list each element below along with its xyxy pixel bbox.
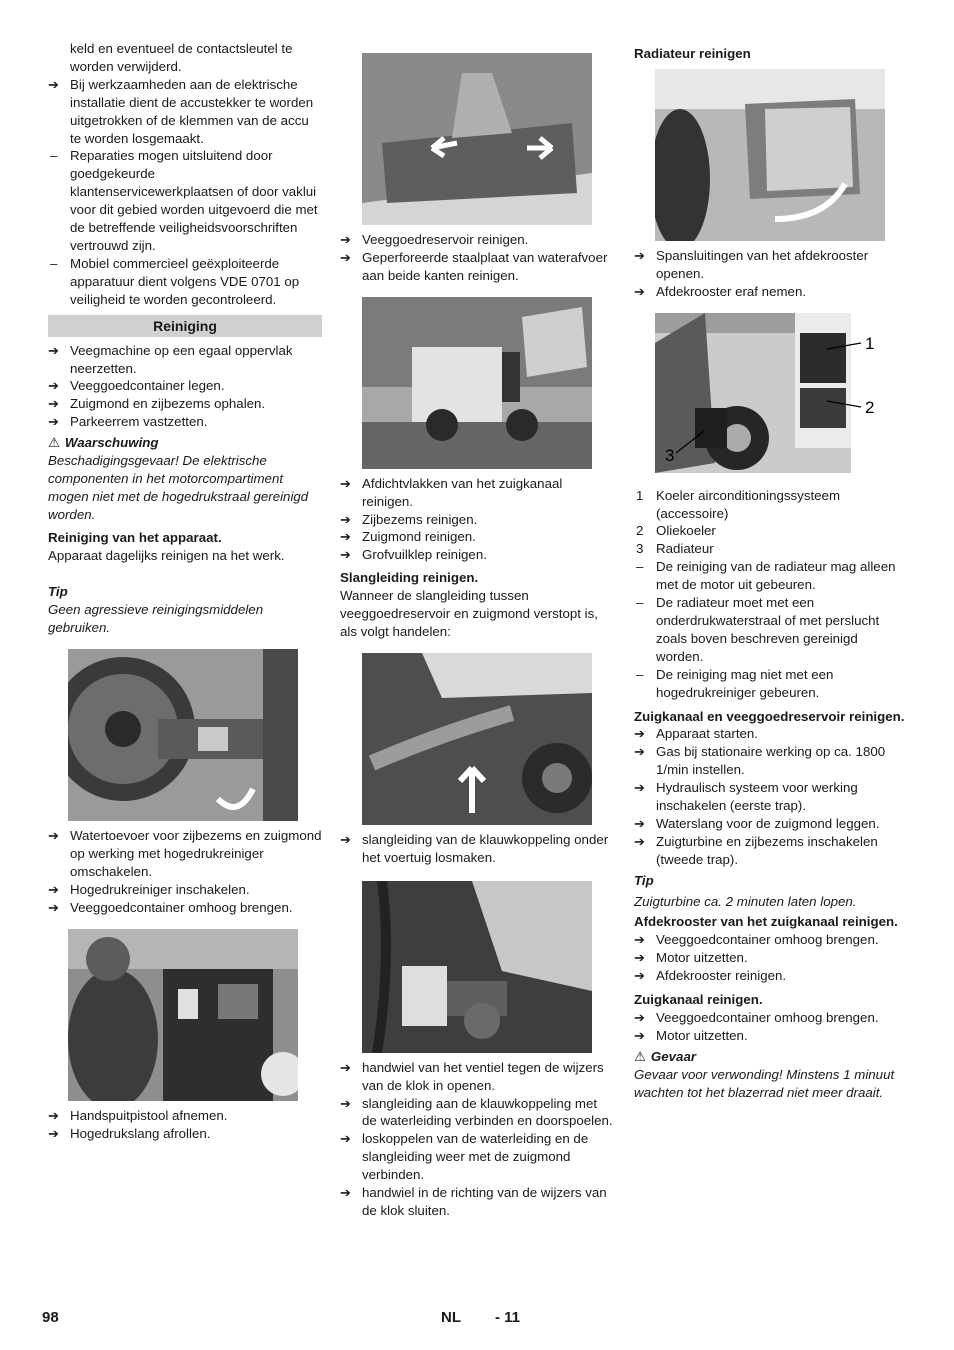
list-item: ➔ Zuigmond en zijbezems ophalen. [48,396,266,412]
arrow-icon: ➔ [634,950,645,966]
warning-icon: ⚠ [48,435,60,451]
warning-text: Beschadigingsgevaar! De elektrische componenten in het motorcompartiment mogen niet met de hogedrukstraal gereinigd worden. [48,453,309,522]
list-item: ➔ Zuigturbine en zijbezems inschakelen (tweede trap). [634,833,878,867]
legend-item: 1 Koeler airconditioningssysteem (accessoire) [636,487,841,521]
arrow-icon: ➔ [634,968,645,984]
arrow-icon: ➔ [340,1059,351,1075]
arrow-icon: ➔ [634,1027,645,1043]
arrow-icon: ➔ [634,815,645,831]
arrow-icon: ➔ [340,1185,351,1201]
warning-icon: ⚠ [634,1048,646,1064]
list-item: ➔ Afdichtvlakken van het zuigkanaal reinigen. [340,475,563,509]
arrow-icon: ➔ [340,529,351,545]
section-heading: Zuigkanaal reinigen. [634,992,763,1008]
arrow-icon: ➔ [48,881,59,897]
list-item: ➔ Motor uitzetten. [634,1027,748,1043]
legend-item: 3 Radiateur [636,541,714,557]
list-item: ➔ Afdekrooster eraf nemen. [634,283,807,299]
arrow-icon: ➔ [634,247,645,263]
photo-hose-reel [68,649,298,821]
list-item: ➔ Hogedrukslang afrollen. [48,1125,211,1141]
photo-hose-coupling [362,653,592,825]
danger-heading: ⚠ Gevaar [634,1048,697,1064]
list-item: ➔ Veegmachine op een egaal oppervlak neerzetten. [48,342,293,376]
column-left [48,40,322,1143]
list-item: ➔ Gas bij stationaire werking op ca. 1800 1/min instellen. [634,744,886,778]
column-middle [340,40,614,1220]
list-item: ➔ handwiel in de richting van de wijzers van de klok sluiten. [340,1185,607,1218]
list-item: ➔ Hogedrukreiniger inschakelen. [48,881,250,897]
list-item: ➔ Zuigmond reinigen. [340,529,476,545]
arrow-icon: ➔ [48,1125,59,1141]
list-item: ➔ Apparaat starten. [634,726,759,742]
section-banner: Reiniging [48,315,322,337]
list-item: ➔ Geperforeerde staalplaat van waterafvoer aan beide kanten reinigen. [340,249,608,283]
arrow-icon: ➔ [634,932,645,948]
section-page-number: - 11 [495,1309,521,1326]
page-number: 98 [42,1309,59,1326]
arrow-icon: ➔ [48,414,59,430]
arrow-icon: ➔ [48,396,59,412]
tip-text: Zuigturbine ca. 2 minuten laten lopen. [634,893,857,909]
list-item: ➔ handwiel van het ventiel tegen de wijzers van de klok in openen. [340,1059,604,1093]
section-heading: Reiniging van het apparaat. [48,529,222,545]
photo-mechanic [68,929,298,1101]
list-item: ➔ Watertoevoer voor zijbezems en zuigmond op werking met hogedrukreiniger omschakelen. [48,828,322,879]
list-item: ➔ slangleiding aan de klauwkoppeling met de waterleiding verbinden en doorspoelen. [340,1095,613,1129]
tip-text: Geen agressieve reinigingsmiddelen gebruiken. [48,602,264,636]
arrow-icon: ➔ [340,249,351,265]
section-heading: Zuigkanaal en veeggoedreservoir reinigen. [634,708,905,724]
arrow-icon: ➔ [634,726,645,742]
list-item: – De reiniging van de radiateur mag alleen met de motor uit gebeuren. [636,559,896,593]
paragraph: Apparaat dagelijks reinigen na het werk. [48,547,285,563]
photo-hopper [362,53,592,225]
arrow-icon: ➔ [48,342,59,358]
section-heading: Radiateur reinigen [634,46,751,61]
list-item: – De radiateur moet met een onderdrukwaterstraal of met perslucht zoals boven beschreven gereinigd worden. [636,595,880,664]
list-item: ➔ Handspuitpistool afnemen. [48,1107,228,1123]
arrow-icon: ➔ [634,833,645,849]
list-item: ➔ Veeggoedcontainer legen. [48,378,225,394]
list-item: ➔ Veeggoedreservoir reinigen. [340,232,529,247]
callout-3: 3 [665,445,675,465]
arrow-icon: ➔ [340,831,351,847]
photo-valve [362,881,592,1053]
list-item: ➔ Afdekrooster reinigen. [634,968,787,984]
list-item: ➔ Bij werkzaamheden aan de elektrische installatie dient de accustekker te worden uitgetrokken of de klemmen van de accu te worden losgemaakt. [48,76,314,146]
section-heading: Slangleiding reinigen. [340,570,479,586]
list-item: ➔ Veeggoedcontainer omhoog brengen. [634,932,879,948]
legend-item: 2 Oliekoeler [636,523,716,539]
section-heading: Afdekrooster van het zuigkanaal reinigen. [634,914,898,930]
danger-text: Gevaar voor verwonding! Minstens 1 minuut wachten tot het blazerrad niet meer draait. [634,1066,895,1100]
arrow-icon: ➔ [340,547,351,563]
list-item: ➔ Waterslang voor de zuigmond leggen. [634,815,880,831]
list-item: ➔ Hydraulisch systeem voor werking inschakelen (eerste trap). [634,780,858,814]
arrow-icon: ➔ [48,76,59,92]
arrow-icon: ➔ [634,1010,645,1025]
figure-coolers [634,313,884,487]
list-item: ➔ Grofvuilklep reinigen. [340,547,487,563]
arrow-icon: ➔ [48,378,59,394]
arrow-icon: ➔ [340,232,351,247]
arrow-icon: ➔ [634,780,645,796]
arrow-icon: ➔ [340,511,351,527]
list-item: ➔ Motor uitzetten. [634,950,748,966]
arrow-icon: ➔ [48,828,59,844]
list-item: ➔ Parkeerrem vastzetten. [48,414,208,430]
arrow-icon: ➔ [48,1107,59,1123]
list-item: ➔ slangleiding van de klauwkoppeling onder het voertuig losmaken. [340,831,609,865]
paragraph: Wanneer de slangleiding tussen veeggoedreservoir en zuigmond verstopt is, als volgt handelen: [340,588,598,639]
warning-heading: ⚠ Waarschuwing [48,435,159,451]
arrow-icon: ➔ [634,283,645,299]
list-item: ➔ Veeggoedcontainer omhoog brengen. [48,899,293,915]
list-item: – Mobiel commercieel geëxploiteerde apparatuur dient volgens VDE 0701 op veiligheid te worden gecontroleerd. [50,255,300,307]
list-item: – Reparaties mogen uitsluitend door goedgekeurde klantenservicewerkplaatsen of door vaklui voor dit gebied worden uitgevoerd die met de betreffende veiligheidsvoorschriften vertrouwd zijn. [50,148,318,253]
arrow-icon: ➔ [340,1131,351,1147]
tip-label: Tip [634,872,654,888]
arrow-icon: ➔ [340,1095,351,1111]
list-item: ➔ Zijbezems reinigen. [340,511,478,527]
arrow-icon: ➔ [340,475,351,491]
list-item: ➔ Spansluitingen van het afdekrooster openen. [634,247,869,281]
list-item: – De reiniging mag niet met een hogedrukreiniger gebeuren. [636,666,834,700]
column-right [634,40,908,1102]
language-code: NL [441,1309,461,1326]
list-item: ➔ Veeggoedcontainer omhoog brengen. [634,1010,879,1025]
arrow-icon: ➔ [48,899,59,915]
paragraph: keld en eventueel de contactsleutel te worden verwijderd. [70,41,293,74]
photo-sweeper-outdoor [362,297,592,469]
callout-1: 1 [865,333,875,353]
photo-radiator-grille [655,69,885,241]
tip-label: Tip [48,584,68,600]
arrow-icon: ➔ [634,744,645,760]
list-item: ➔ loskoppelen van de waterleiding en de slangleiding weer met de zuigmond verbinden. [340,1131,589,1183]
callout-2: 2 [865,397,875,417]
